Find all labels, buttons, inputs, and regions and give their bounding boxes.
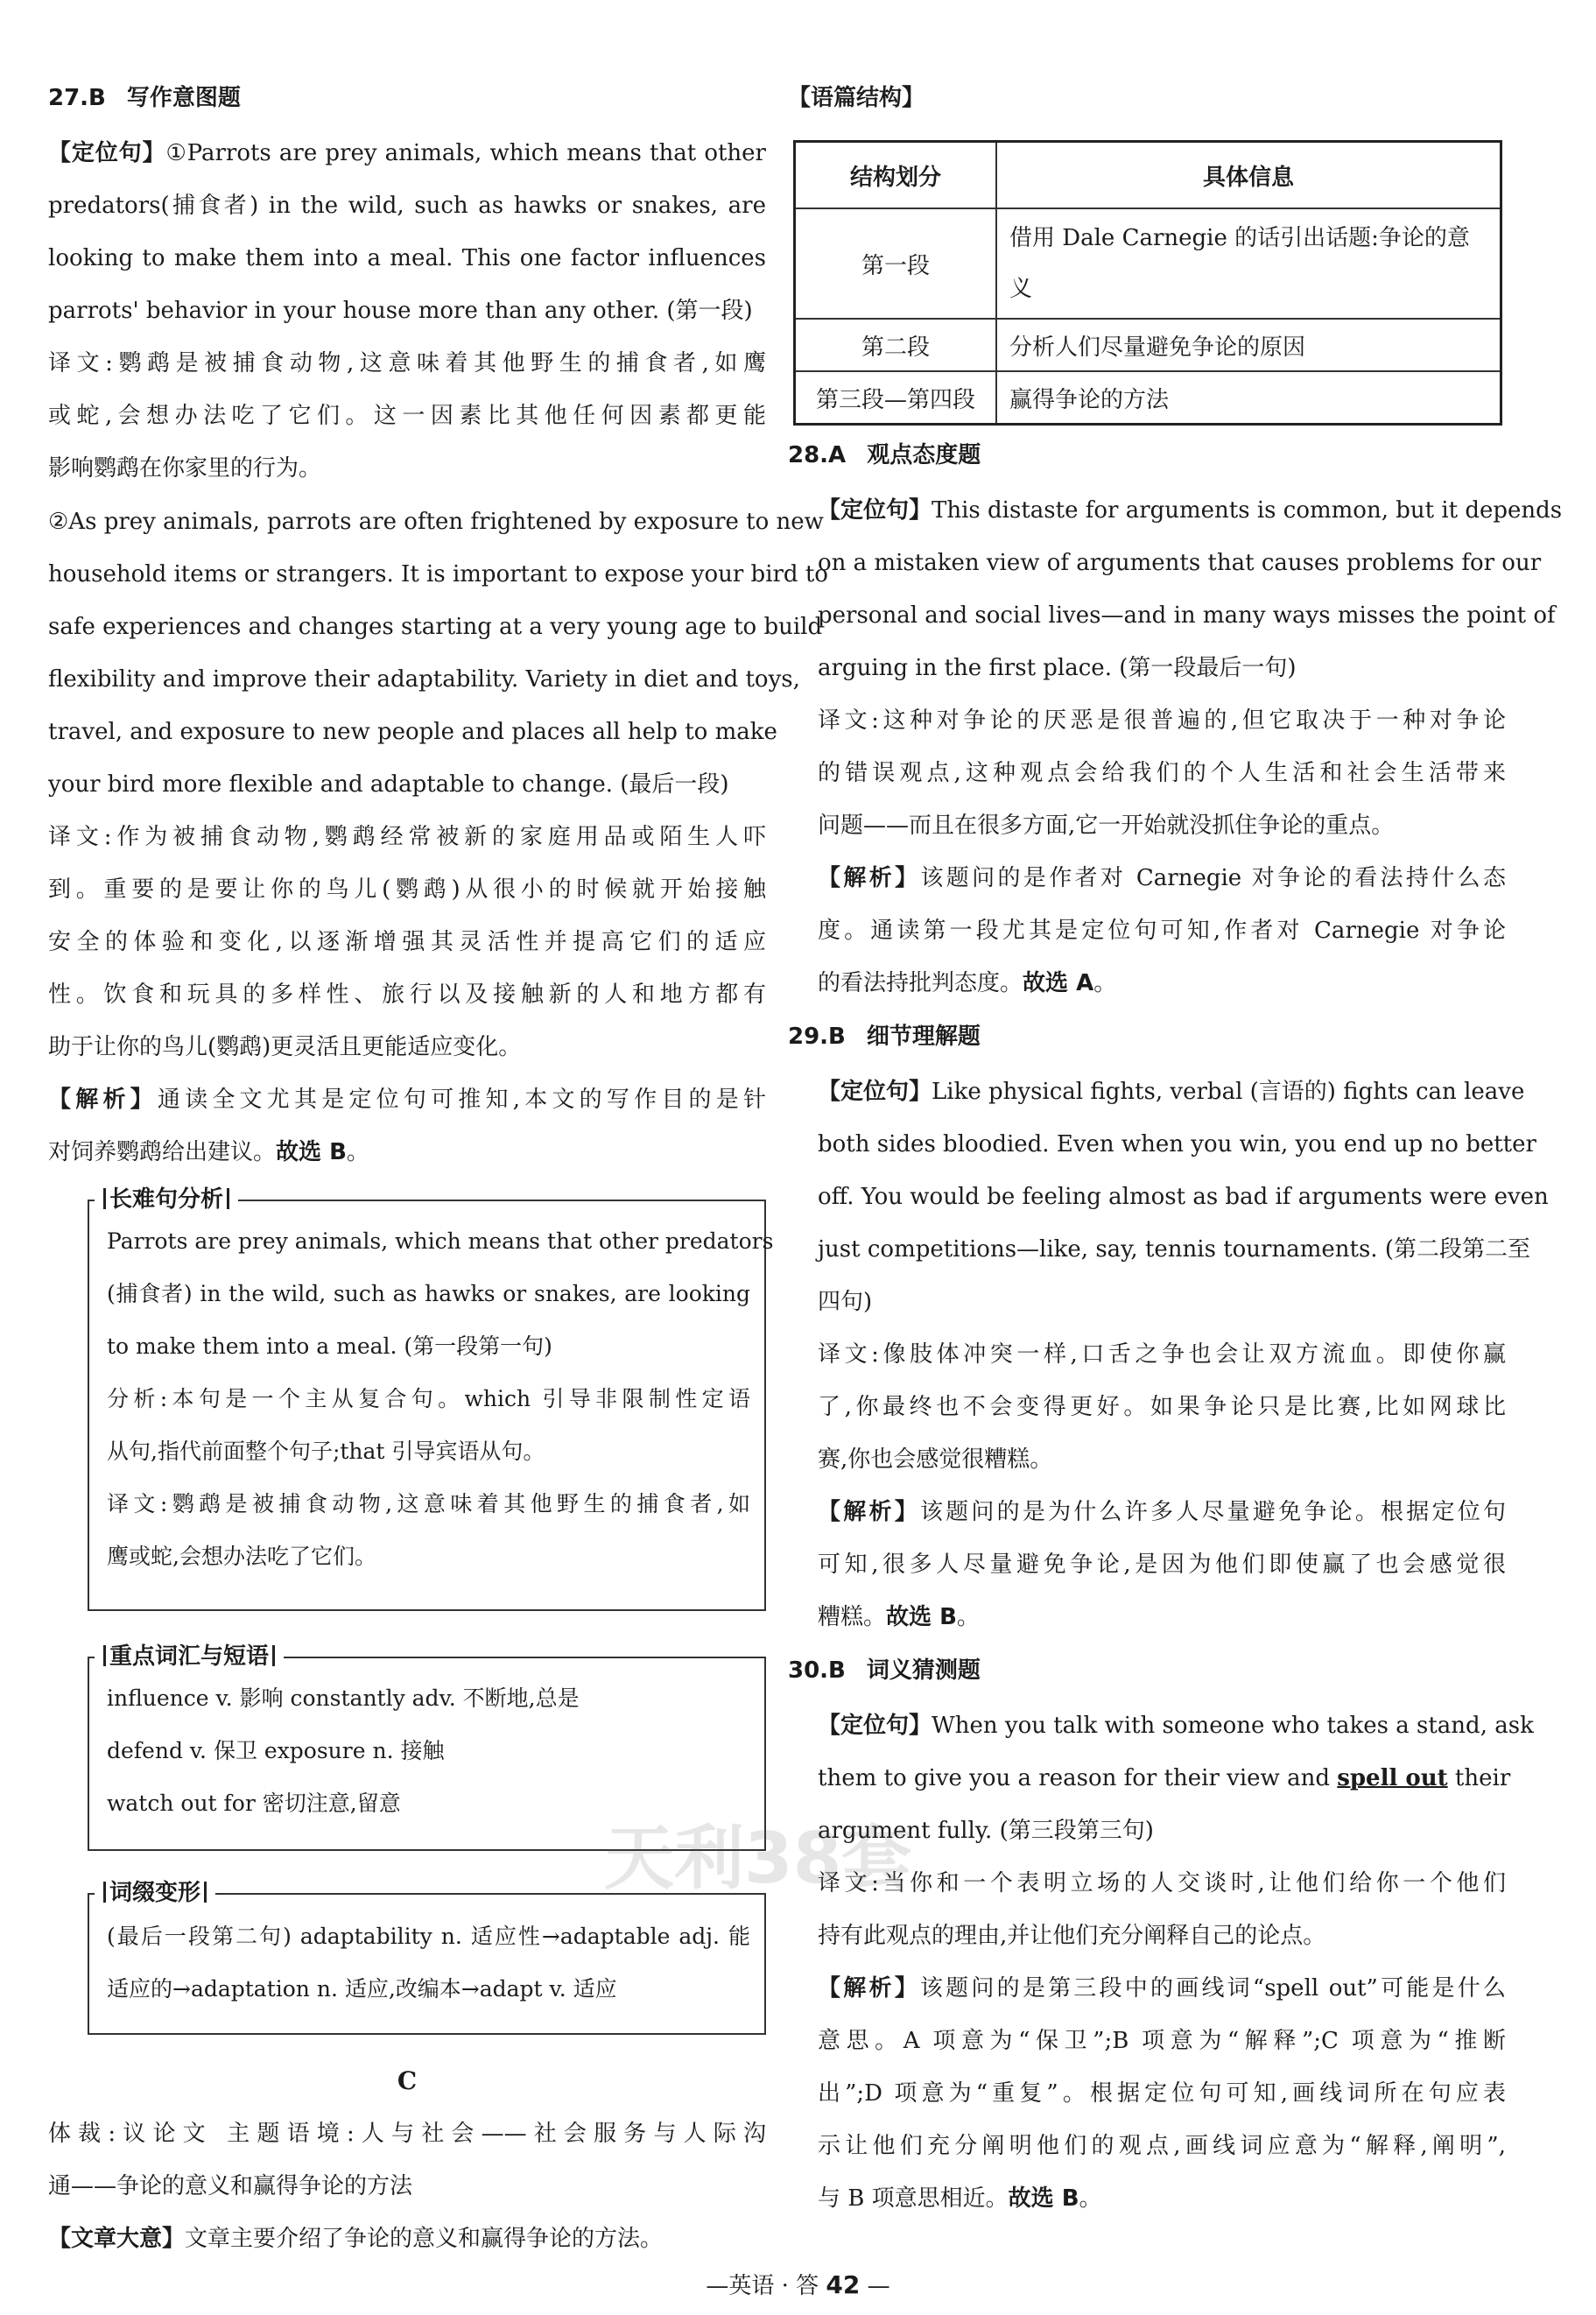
structure-row (795, 319, 1501, 371)
box-line: 鹰或蛇,会想办法吃了它们。 (107, 1544, 376, 1569)
q30-loc-line: them to give you a reason for their view and spell out their (818, 1765, 1511, 1791)
section-c-genre: 体裁:议论文 主题语境:人与社会——社会服务与人际沟 (48, 2121, 766, 2147)
q27-trans2-line: 到。重要的是要让你的鸟儿(鹦鹉)从很小的时候就开始接触 (48, 876, 766, 903)
structure-info: 赢得争论的方法 (996, 371, 1501, 425)
q30-analysis-line: 出”;D 项意为“重复”。根据定位句可知,画线词所在句应表 (818, 2080, 1506, 2107)
q28-loc-line: arguing in the first place. (第一段最后一句) (818, 655, 1297, 681)
q27-loc2-line: flexibility and improve their adaptability. Variety in diet and toys, (48, 666, 800, 693)
q30-analysis-line: 与 B 项意思相近。故选 B。 (818, 2185, 1102, 2212)
structure-tag: 【语篇结构】 (788, 85, 925, 111)
q28-analysis-line: 【解析】该题问的是作者对 Carnegie 对争论的看法持什么态 (818, 865, 1506, 891)
structure-row (795, 371, 1501, 425)
q29-analysis-line: 【解析】该题问的是为什么许多人尽量避免争论。根据定位句 (818, 1499, 1506, 1525)
structure-part: 第一段 (795, 208, 997, 319)
q28-trans-line: 的错误观点,这种观点会给我们的个人生活和社会生活带来 (818, 760, 1506, 786)
q27-loc2-line: travel, and exposure to new people and places all help to make (48, 719, 777, 745)
q30-heading (788, 1653, 981, 1688)
q28-loc-line: 【定位句】This distaste for arguments is common, but it depends (818, 497, 1563, 524)
q30-type: 词义猜测题 (866, 1657, 981, 1684)
q27-trans1-line: 译文:鹦鹉是被捕食动物,这意味着其他野生的捕食者,如鹰 (48, 350, 766, 376)
q27-trans1-line: 影响鹦鹉在你家里的行为。 (48, 455, 322, 482)
q27-analysis-line: 【解析】通读全文尤其是定位句可推知,本文的写作目的是针 (48, 1087, 766, 1113)
section-c-genre: 通——争论的意义和赢得争论的方法 (48, 2173, 413, 2199)
q29-answer: 故选 B (886, 1604, 957, 1630)
q27-loc-line: looking to make them into a meal. This one factor influences (48, 245, 766, 271)
q29-loc-line: 四句) (818, 1289, 873, 1315)
q30-analysis-line: 示让他们充分阐明他们的观点,画线词应意为“解释,阐明”, (818, 2133, 1506, 2159)
main-idea-tag: 【文章大意】 (48, 2226, 186, 2252)
q28-type: 观点态度题 (867, 442, 981, 468)
q29-analysis-tag: 【解析】 (818, 1499, 920, 1525)
q28-loc-tag: 【定位句】 (818, 497, 932, 524)
q27-number: 27.B (48, 85, 106, 111)
watermark-text: 天利38套 (604, 1818, 912, 1899)
section-c-main-idea: 【文章大意】文章主要介绍了争论的意义和赢得争论的方法。 (48, 2226, 664, 2252)
q29-analysis-line: 可知,很多人尽量避免争论,是因为他们即使赢了也会感觉很 (818, 1552, 1506, 1578)
page-footer: —英语 · 答 42 — (706, 2270, 890, 2299)
q29-loc-line: just competitions—like, say, tennis tournaments. (第二段第二至 (818, 1236, 1530, 1263)
q29-number: 29.B (788, 1024, 846, 1050)
footer-subject: 英语 (728, 2273, 775, 2299)
q28-trans-line: 译文:这种对争论的厌恶是很普遍的,但它取决于一种对争论 (818, 707, 1506, 734)
structure-table (793, 140, 1502, 426)
q28-loc-line: on a mistaken view of arguments that causes problems for our (818, 550, 1542, 576)
section-c-letter: C (397, 2066, 418, 2095)
structure-part: 第三段—第四段 (795, 371, 997, 425)
affix-box (88, 1880, 766, 2035)
q29-loc-line: both sides bloodied. Even when you win, you end up no better (818, 1131, 1536, 1158)
q27-loc2-line: safe experiences and changes starting at a very young age to build (48, 614, 823, 640)
q27-heading (48, 81, 241, 116)
footer-dash: — (706, 2273, 729, 2299)
q29-loc-line: off. You would be feeling almost as bad if arguments were even (818, 1184, 1549, 1210)
q27-answer: 故选 B (276, 1139, 347, 1165)
box-line: Parrots are prey animals, which means that other predators (107, 1228, 774, 1254)
q28-analysis-line: 的看法持批判态度。故选 A。 (818, 970, 1117, 996)
q29-heading (788, 1019, 981, 1054)
q28-analysis-line: 度。通读第一段尤其是定位句可知,作者对 Carnegie 对争论 (818, 918, 1506, 944)
structure-info: 分析人们尽量避免争论的原因 (996, 319, 1501, 371)
q27-loc2-line: ②As prey animals, parrots are often frightened by exposure to new (48, 509, 824, 535)
footer-dash: — (867, 2273, 890, 2299)
q28-heading (788, 438, 981, 473)
q30-analysis-line: 意思。A 项意为“保卫”;B 项意为“解释”;C 项意为“推断 (818, 2028, 1506, 2054)
structure-row (795, 208, 1501, 319)
q29-loc-line: 【定位句】Like physical fights, verbal (言语的) fights can leave (818, 1079, 1525, 1105)
q30-trans-line: 译文:当你和一个表明立场的人交谈时,让他们给你一个他们 (818, 1870, 1506, 1896)
box-line: to make them into a meal. (第一段第一句) (107, 1333, 552, 1359)
structure-header-row (795, 142, 1501, 209)
box-line: influence v. 影响 constantly adv. 不断地,总是 (107, 1685, 580, 1711)
q28-answer: 故选 A (1023, 970, 1094, 996)
structure-info: 借用 Dale Carnegie 的话引出话题:争论的意义 (996, 208, 1501, 319)
q28-loc-line: personal and social lives—and in many ways misses the point of (818, 602, 1556, 629)
q27-loc-tag: 【定位句】 (48, 140, 166, 166)
q27-trans2-line: 助于让你的鸟儿(鹦鹉)更灵活且更能适应变化。 (48, 1034, 522, 1060)
q29-analysis-line: 糟糕。故选 B。 (818, 1604, 980, 1630)
structure-part: 第二段 (795, 319, 997, 371)
box-line: (捕食者) in the wild, such as hawks or snakes, are looking (107, 1281, 750, 1306)
box-line: 从句,指代前面整个句子;that 引导宾语从句。 (107, 1439, 545, 1464)
q29-trans-line: 了,你最终也不会变得更好。如果争论只是比赛,比如网球比 (818, 1394, 1506, 1420)
q29-trans-line: 译文:像肢体冲突一样,口舌之争也会让双方流血。即使你赢 (818, 1341, 1506, 1368)
q27-trans2-line: 安全的体验和变化,以逐渐增强其灵活性并提高它们的适应 (48, 929, 766, 955)
q30-number: 30.B (788, 1657, 846, 1684)
q28-analysis-tag: 【解析】 (818, 865, 921, 891)
structure-header: 具体信息 (996, 142, 1501, 209)
q27-loc2-line: household items or strangers. It is important to expose your bird to (48, 561, 828, 588)
q27-analysis-line: 对饲养鹦鹉给出建议。故选 B。 (48, 1139, 369, 1165)
q30-trans-line: 持有此观点的理由,并让他们充分阐释自己的论点。 (818, 1923, 1326, 1949)
q29-trans-line: 赛,你也会感觉很糟糕。 (818, 1446, 1053, 1473)
box-line: watch out for 密切注意,留意 (107, 1791, 401, 1816)
q27-loc2-line: your bird more flexible and adaptable to change. (最后一段) (48, 771, 729, 798)
q30-analysis-tag: 【解析】 (818, 1975, 920, 2002)
vocab-box (88, 1643, 766, 1851)
box-line: defend v. 保卫 exposure n. 接触 (107, 1738, 445, 1763)
box-line: 分析:本句是一个主从复合句。which 引导非限制性定语 (107, 1386, 750, 1411)
q29-loc-tag: 【定位句】 (818, 1079, 932, 1105)
footer-answer-label: 答 (796, 2273, 819, 2299)
long-sentence-box-title: 长难句分析 (95, 1184, 238, 1215)
vocab-box-title: 重点词汇与短语 (95, 1641, 284, 1672)
underlined-phrase: spell out (1337, 1765, 1448, 1791)
affix-box-title: 词缀变形 (95, 1877, 215, 1909)
q30-analysis-line: 【解析】该题问的是第三段中的画线词“spell out”可能是什么 (818, 1975, 1506, 2002)
box-line: 译文:鹦鹉是被捕食动物,这意味着其他野生的捕食者,如 (107, 1491, 750, 1516)
q27-trans2-line: 译文:作为被捕食动物,鹦鹉经常被新的家庭用品或陌生人吓 (48, 824, 766, 850)
box-line: 适应的→adaptation n. 适应,改编本→adapt v. 适应 (107, 1976, 617, 2002)
q30-loc-line: 【定位句】When you talk with someone who takes a stand, ask (818, 1713, 1534, 1739)
q27-trans2-line: 性。饮食和玩具的多样性、旅行以及接触新的人和地方都有 (48, 982, 766, 1008)
q28-number: 28.A (788, 442, 847, 468)
q30-loc-line: argument fully. (第三段第三句) (818, 1818, 1154, 1844)
q30-loc-tag: 【定位句】 (818, 1713, 932, 1739)
box-line: (最后一段第二句) adaptability n. 适应性→adaptable adj. 能 (107, 1924, 750, 1949)
long-sentence-box (88, 1186, 774, 1611)
q27-analysis-tag: 【解析】 (48, 1087, 158, 1113)
page-number: 42 (826, 2270, 861, 2299)
q30-answer: 故选 B (1008, 2185, 1079, 2212)
q27-type: 写作意图题 (126, 85, 241, 111)
q27-loc-line: 【定位句】①Parrots are prey animals, which means that other (48, 140, 766, 166)
q27-loc-line: parrots' behavior in your house more than any other. (第一段) (48, 298, 753, 324)
q28-trans-line: 问题——而且在很多方面,它一开始就没抓住争论的重点。 (818, 813, 1395, 839)
q27-trans1-line: 或蛇,会想办法吃了它们。这一因素比其他任何因素都更能 (48, 403, 766, 429)
q27-loc-line: predators(捕食者) in the wild, such as hawks or snakes, are (48, 193, 766, 219)
q29-type: 细节理解题 (866, 1024, 981, 1050)
structure-header: 结构划分 (795, 142, 997, 209)
